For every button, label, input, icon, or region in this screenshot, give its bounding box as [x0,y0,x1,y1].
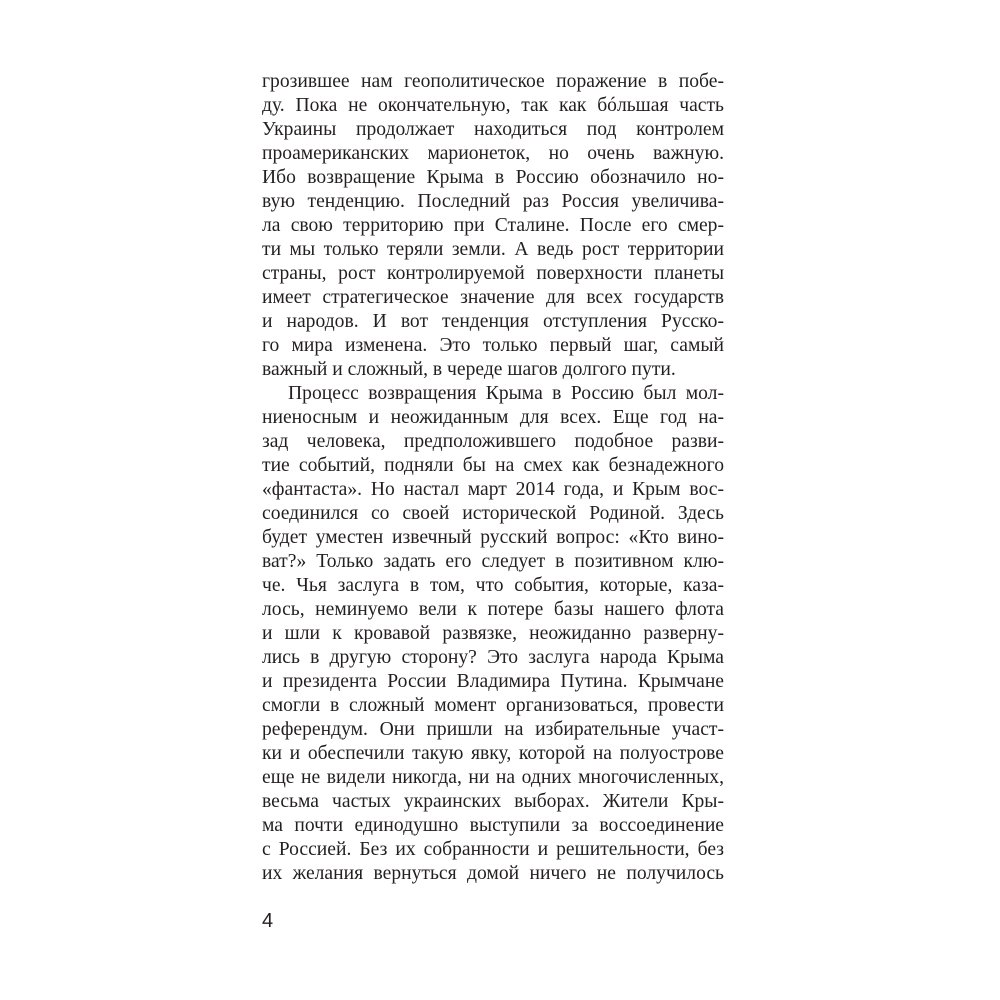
text-line: проамериканских марионеток, но очень важную. [262,143,724,164]
page-number: 4 [262,910,274,932]
text-line: их желания вернуться домой ничего не получилось [262,863,724,884]
text-line: ти мы только теряли земли. А ведь рост территории [262,239,724,260]
text-line: и президента России Владимира Путина. Крымчане [262,671,724,692]
text-line: и шли к кровавой развязке, неожиданно разверну- [262,623,724,644]
text-line: тие событий, подняли бы на смех как безнадежного [262,455,724,476]
text-line: ки и обеспечили такую явку, которой на полуострове [262,743,724,764]
text-line: Ибо возвращение Крыма в Россию обозначило но- [262,167,724,188]
text-line: грозившее нам геополитическое поражение в побе- [262,71,724,92]
text-line: соединился со своей исторической Родиной. Здесь [262,503,724,524]
text-line: лось, неминуемо вели к потере базы нашего флота [262,599,724,620]
text-line: референдум. Они пришли на избирательные участ- [262,719,724,740]
text-line: смогли в сложный момент организоваться, провести [262,695,724,716]
text-line: Процесс возвращения Крыма в Россию был мол- [288,383,724,404]
text-line: лись в другую сторону? Это заслуга народа Крыма [262,647,724,668]
text-line: ма почти единодушно выступили за воссоединение [262,815,724,836]
text-line: вую тенденцию. Последний раз Россия увеличива- [262,191,724,212]
text-line: и народов. И вот тенденция отступления Русско- [262,311,724,332]
text-line: «фантаста». Но настал март 2014 года, и Крым вос- [262,479,724,500]
text-line: весьма частых украинских выборах. Жители Кры- [262,791,724,812]
text-line: го мира изменена. Это только первый шаг, самый [262,335,724,356]
text-line: ниеносным и неожиданным для всех. Еще год на- [262,407,724,428]
paragraph [262,70,724,382]
text-line: еще не видели никогда, ни на одних многочисленных, [262,767,724,788]
text-line: с Россией. Без их собранности и решительности, без [262,839,724,860]
text-line: страны, рост контролируемой поверхности планеты [262,263,724,284]
text-line: ду. Пока не окончательную, так как бóльшая часть [262,95,724,116]
text-line: ла свою территорию при Сталине. После его смер- [262,215,724,236]
text-line: важный и сложный, в череде шагов долгого пути. [262,359,676,380]
text-line: Украины продолжает находиться под контролем [262,119,724,140]
text-line: че. Чья заслуга в том, что события, которые, каза- [262,575,724,596]
text-line: зад человека, предположившего подобное разви- [262,431,724,452]
paragraph [262,382,724,886]
text-line: имеет стратегическое значение для всех государств [262,287,724,308]
text-line: будет уместен извечный русский вопрос: «Кто вино- [262,527,724,548]
text-line: ват?» Только задать его следует в позитивном клю- [262,551,724,572]
body-text [262,70,724,886]
